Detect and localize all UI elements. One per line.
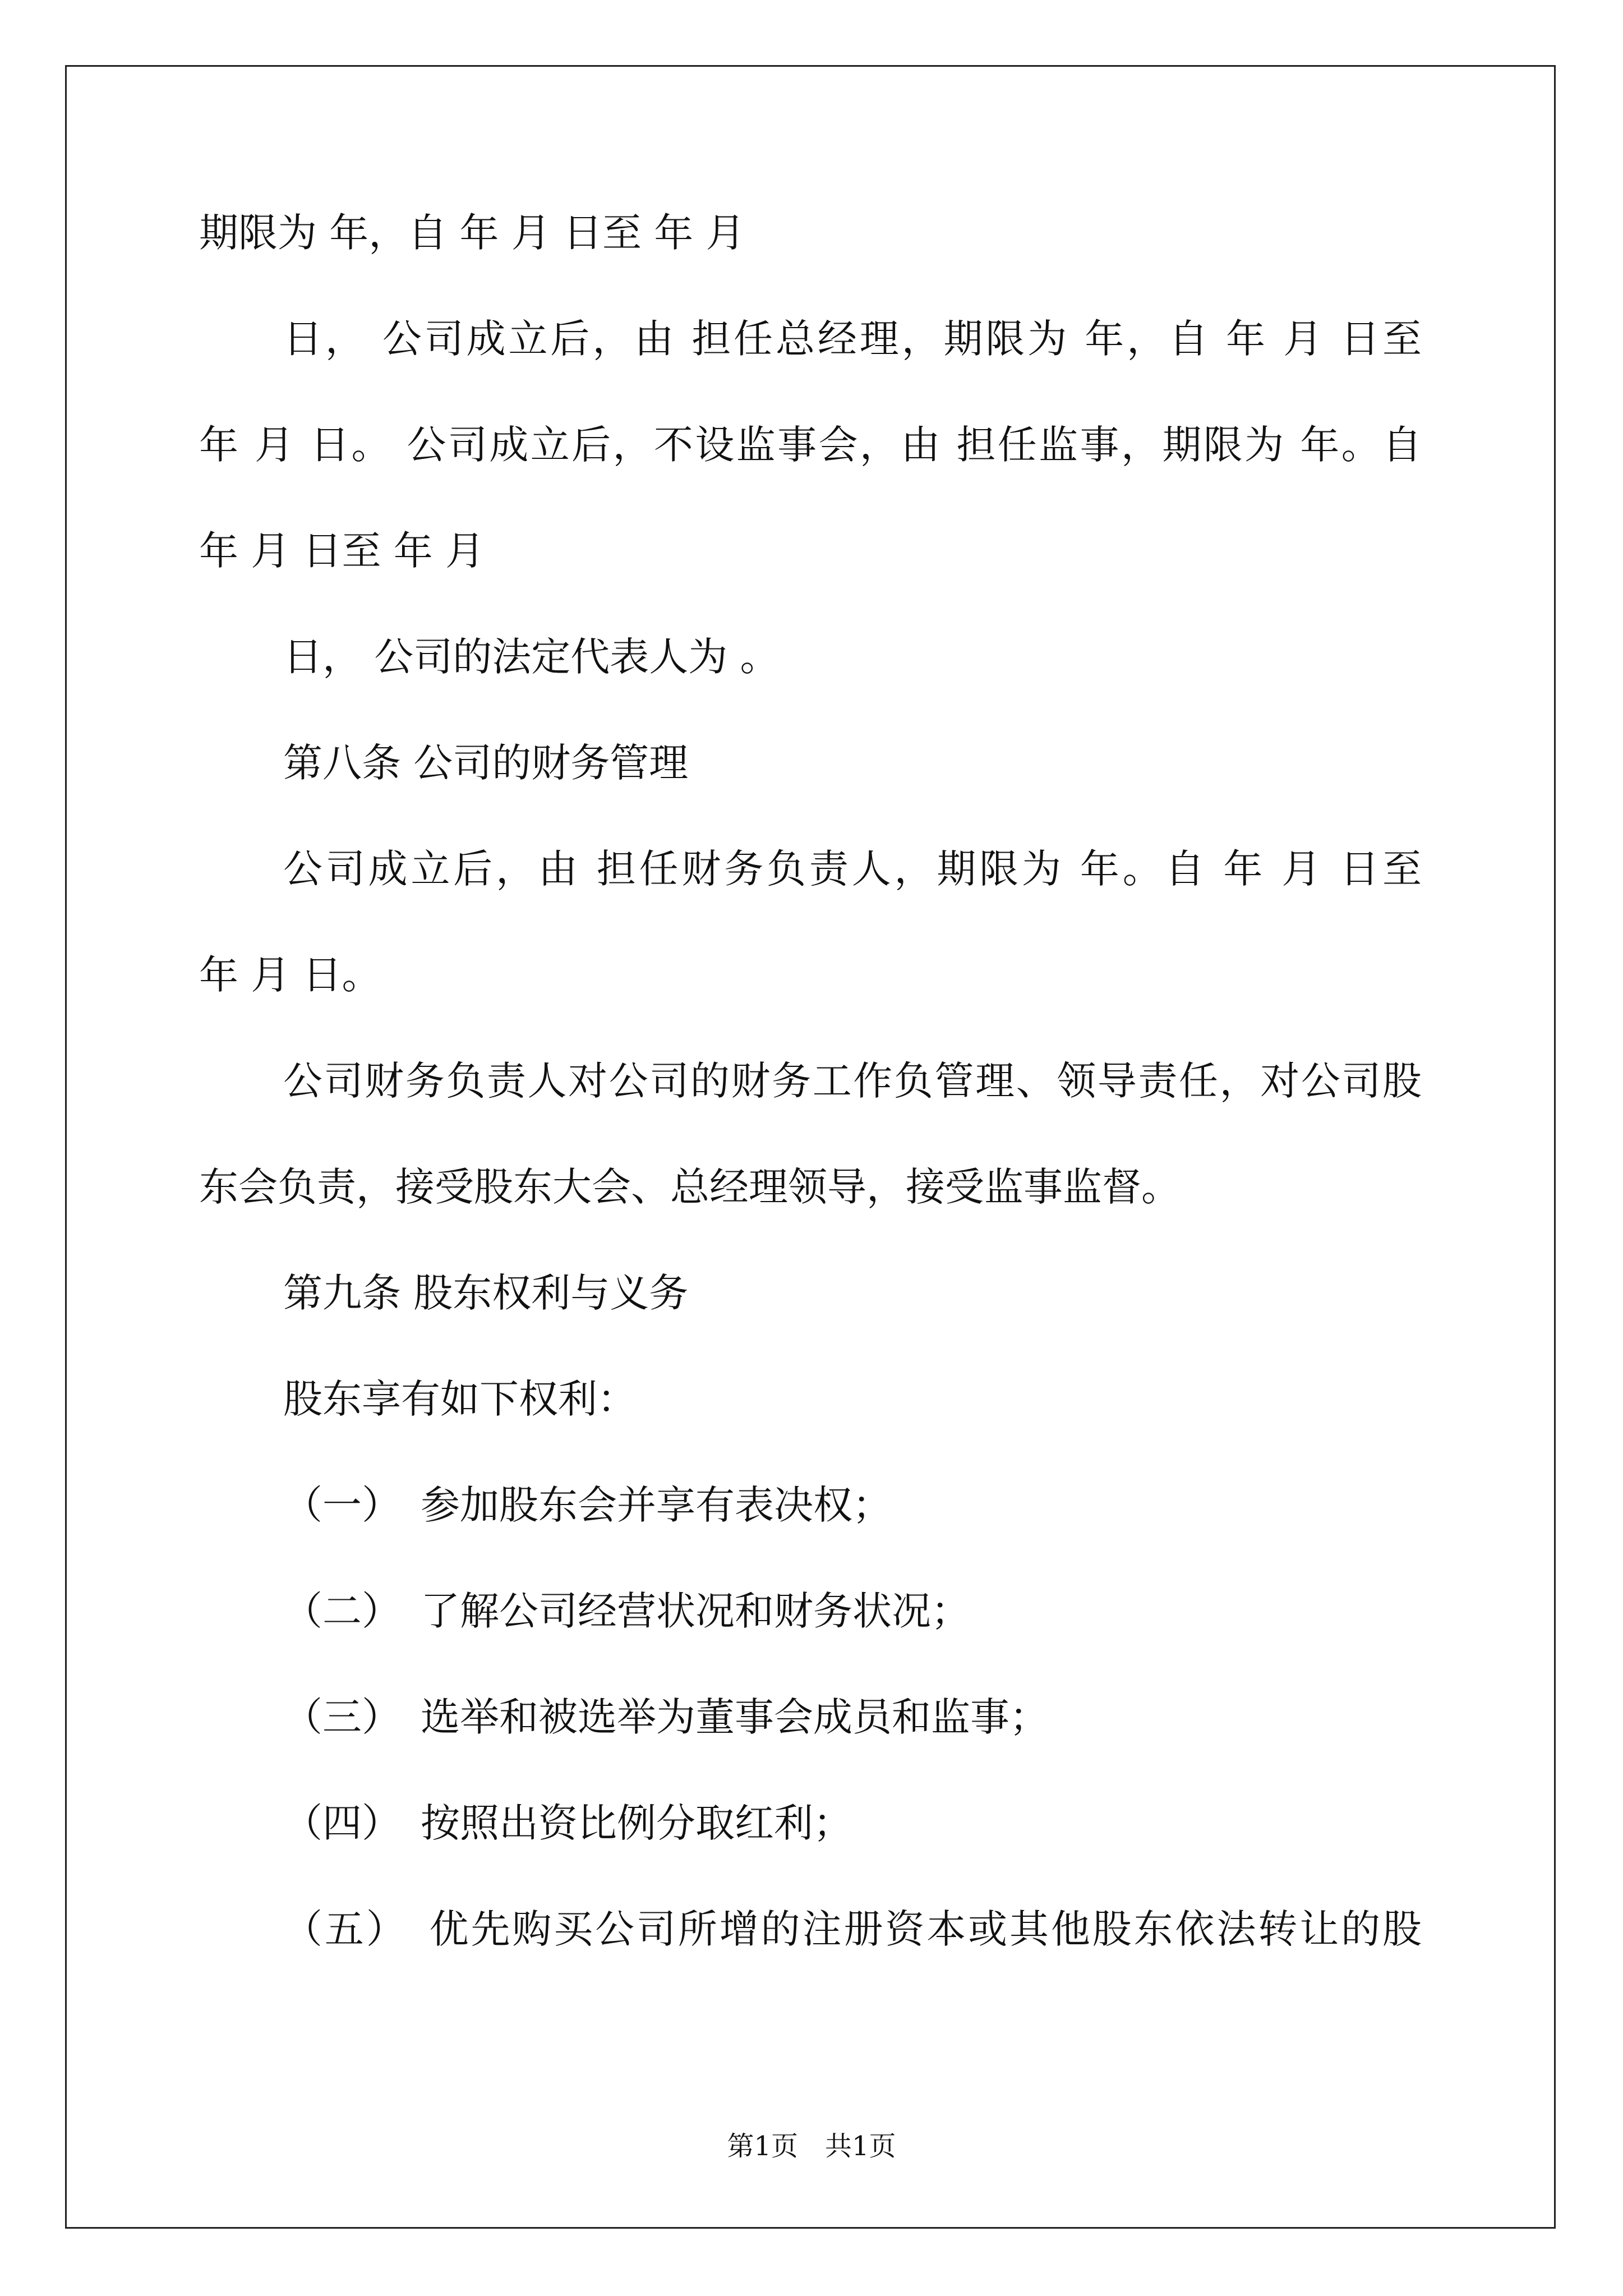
page-number-footer: 第1页 共1页 <box>727 2131 896 2162</box>
list-item: （二） 了解公司经营状况和财务状况； <box>283 1588 970 1634</box>
text-line: 公司财务负责人对公司的财务工作负管理、领导责任，对公司股 <box>283 1058 1422 1104</box>
list-item: （三） 选举和被选举为董事会成员和监事； <box>283 1694 1049 1740</box>
text-line: 年 月 日。 公司成立后，不设监事会，由 担任监事，期限为 年。自 <box>199 422 1422 468</box>
article-heading: 第九条 股东权利与义务 <box>283 1270 689 1316</box>
text-line: 年 月 日。 <box>199 952 381 998</box>
text-line: 公司成立后，由 担任财务负责人，期限为 年。自 年 月 日至 <box>283 846 1422 892</box>
text-line: 东会负责，接受股东大会、总经理领导，接受监事监督。 <box>199 1164 1181 1210</box>
text-line: 年 月 日至 年 月 <box>199 528 485 574</box>
document-body <box>199 210 1422 2016</box>
article-heading: 第八条 公司的财务管理 <box>283 740 689 786</box>
text-line: 日， 公司成立后，由 担任总经理，期限为 年，自 年 月 日至 <box>283 316 1422 362</box>
list-item: （一） 参加股东会并享有表决权； <box>283 1482 892 1528</box>
list-item: （四） 按照出资比例分取红利； <box>283 1800 852 1846</box>
text-line: 期限为 年，自 年 月 日至 年 月 <box>199 210 745 256</box>
text-line: 股东享有如下权利： <box>283 1376 637 1422</box>
list-item: （五） 优先购买公司所增的注册资本或其他股东依法转让的股 <box>283 1906 1422 1952</box>
text-line: 日， 公司的法定代表人为 。 <box>283 634 780 680</box>
